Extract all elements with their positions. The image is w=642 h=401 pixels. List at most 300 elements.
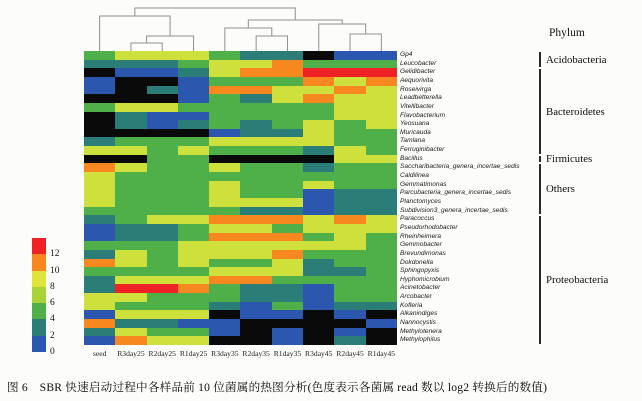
heatmap-cell (240, 146, 271, 155)
heatmap-cell (115, 198, 146, 207)
heatmap-cell (366, 86, 397, 95)
heatmap-cell (147, 112, 178, 121)
row-label: Caldilinea (400, 172, 429, 180)
row-label: Vitellibacter (400, 102, 434, 110)
heatmap-cell (178, 94, 209, 103)
heatmap-cell (115, 189, 146, 198)
heatmap-cell (366, 198, 397, 207)
heatmap-cell (272, 319, 303, 328)
heatmap-cell (209, 120, 240, 129)
heatmap-cell (147, 77, 178, 86)
heatmap-cell (178, 241, 209, 250)
row-label: Gemmatimonas (400, 180, 447, 188)
heatmap-cell (272, 137, 303, 146)
heatmap-cell (209, 310, 240, 319)
heatmap-cell (147, 68, 178, 77)
heatmap-cell (366, 103, 397, 112)
heatmap-cell (209, 224, 240, 233)
heatmap-cell (115, 112, 146, 121)
heatmap-cell (178, 310, 209, 319)
heatmap-cell (334, 233, 365, 242)
heatmap-cell (84, 129, 115, 138)
phylum-bracket (539, 69, 541, 153)
heatmap-cell (303, 172, 334, 181)
heatmap-cell (178, 328, 209, 337)
heatmap-cell (240, 328, 271, 337)
heatmap-cell (115, 129, 146, 138)
heatmap-cell (178, 207, 209, 216)
heatmap-cell (84, 181, 115, 190)
heatmap-cell (209, 241, 240, 250)
heatmap-cell (147, 198, 178, 207)
phylum-bracket (539, 156, 541, 163)
heatmap-cell (366, 310, 397, 319)
heatmap-cell (84, 215, 115, 224)
heatmap-cell (178, 172, 209, 181)
heatmap-cell (272, 267, 303, 276)
heatmap-cell (240, 276, 271, 285)
heatmap-cell (240, 215, 271, 224)
heatmap-cell (115, 310, 146, 319)
heatmap-cell (209, 137, 240, 146)
heatmap-cell (334, 94, 365, 103)
heatmap-cell (84, 233, 115, 242)
heatmap-cell (366, 336, 397, 345)
row-label: Acinetobacter (400, 284, 441, 292)
legend-tick-label: 8 (50, 281, 55, 292)
heatmap-cell (209, 328, 240, 337)
heatmap-cell (334, 310, 365, 319)
row-label: Arcobacter (400, 293, 432, 301)
heatmap-cell (115, 68, 146, 77)
heatmap-cell (240, 302, 271, 311)
heatmap-cell (84, 189, 115, 198)
heatmap-cell (366, 207, 397, 216)
heatmap-cell (115, 155, 146, 164)
heatmap-cell (178, 181, 209, 190)
heatmap-cell (334, 293, 365, 302)
heatmap-cell (84, 284, 115, 293)
heatmap-cell (178, 137, 209, 146)
heatmap-cell (272, 163, 303, 172)
heatmap-cell (147, 259, 178, 268)
heatmap-cell (240, 284, 271, 293)
heatmap-cell (209, 250, 240, 259)
heatmap-cell (303, 112, 334, 121)
heatmap-cell (178, 276, 209, 285)
heatmap-cell (272, 172, 303, 181)
heatmap-cell (272, 276, 303, 285)
heatmap-cell (115, 233, 146, 242)
heatmap-cell (366, 120, 397, 129)
heatmap-cell (303, 198, 334, 207)
heatmap-cell (147, 319, 178, 328)
heatmap-cell (303, 276, 334, 285)
heatmap-cell (240, 60, 271, 69)
heatmap-cell (115, 328, 146, 337)
heatmap-cell (334, 302, 365, 311)
heatmap-cell (366, 94, 397, 103)
heatmap-cell (115, 137, 146, 146)
row-label: Paracoccus (400, 215, 435, 223)
legend-tick-label: 6 (50, 298, 55, 309)
phylum-label: Bacteroidetes (546, 105, 605, 118)
heatmap-cell (272, 302, 303, 311)
heatmap-cell (303, 68, 334, 77)
heatmap-cell (115, 94, 146, 103)
heatmap-cell (303, 336, 334, 345)
phylum-label: Acidobacteria (546, 53, 607, 66)
heatmap-cell (303, 284, 334, 293)
heatmap-cell (147, 215, 178, 224)
heatmap-cell (240, 51, 271, 60)
heatmap-cell (272, 189, 303, 198)
heatmap-cell (115, 241, 146, 250)
heatmap-cell (115, 215, 146, 224)
heatmap-cell (84, 241, 115, 250)
heatmap-cell (84, 250, 115, 259)
legend-color-band (32, 254, 46, 270)
heatmap-cell (303, 207, 334, 216)
row-label: Muricauda (400, 128, 431, 136)
heatmap-cell (209, 77, 240, 86)
heatmap-cell (209, 163, 240, 172)
row-label: Rheinheimera (400, 232, 442, 240)
heatmap-cell (178, 120, 209, 129)
heatmap-cell (334, 336, 365, 345)
legend-tick-label: 2 (50, 330, 55, 341)
heatmap-cell (178, 250, 209, 259)
heatmap-cell (147, 103, 178, 112)
heatmap-cell (366, 163, 397, 172)
heatmap-cell (147, 181, 178, 190)
heatmap-cell (115, 207, 146, 216)
heatmap-cell (84, 267, 115, 276)
heatmap-cell (84, 155, 115, 164)
heatmap-cell (303, 60, 334, 69)
heatmap-cell (334, 120, 365, 129)
phylum-label: Others (546, 183, 575, 196)
heatmap-cell (240, 293, 271, 302)
heatmap-cell (366, 77, 397, 86)
heatmap-cell (366, 51, 397, 60)
heatmap-cell (334, 319, 365, 328)
heatmap-cell (303, 86, 334, 95)
heatmap-cell (178, 224, 209, 233)
heatmap-cell (209, 181, 240, 190)
heatmap-cell (334, 215, 365, 224)
heatmap-cell (209, 51, 240, 60)
heatmap-cell (178, 336, 209, 345)
row-label: Hyphomicrobium (400, 275, 450, 283)
heatmap-cell (147, 51, 178, 60)
heatmap-cell (366, 267, 397, 276)
legend-color-band (32, 336, 46, 352)
heatmap-cell (334, 267, 365, 276)
heatmap-cell (272, 146, 303, 155)
heatmap-cell (366, 224, 397, 233)
heatmap-cell (272, 336, 303, 345)
heatmap-cell (209, 60, 240, 69)
row-label: Gelidibacter (400, 68, 436, 76)
heatmap-cell (147, 137, 178, 146)
heatmap-cell (115, 293, 146, 302)
heatmap-cell (209, 336, 240, 345)
heatmap-cell (178, 302, 209, 311)
heatmap-cell (272, 233, 303, 242)
row-label: Saccharibacteria_genera_incertae_sedis (400, 163, 520, 171)
heatmap-cell (272, 181, 303, 190)
heatmap-cell (334, 172, 365, 181)
column-label: seed (92, 349, 107, 358)
heatmap-cell (115, 224, 146, 233)
heatmap-cell (334, 328, 365, 337)
heatmap-cell (178, 77, 209, 86)
heatmap-cell (334, 155, 365, 164)
heatmap-cell (303, 250, 334, 259)
heatmap-cell (366, 172, 397, 181)
heatmap-cell (303, 259, 334, 268)
heatmap-cell (366, 284, 397, 293)
heatmap-cell (147, 302, 178, 311)
column-label: R2day35 (242, 349, 270, 358)
heatmap-cell (178, 189, 209, 198)
legend-color-band (32, 238, 46, 254)
heatmap-cell (366, 293, 397, 302)
phylum-bracket (539, 164, 541, 214)
row-label: Brevundimonas (400, 249, 446, 257)
phylum-bracket (539, 216, 541, 344)
heatmap-cell (115, 77, 146, 86)
heatmap-cell (334, 241, 365, 250)
row-label: Alkanindiges (400, 310, 438, 318)
legend-color-band (32, 287, 46, 303)
heatmap-cell (303, 241, 334, 250)
heatmap-cell (84, 77, 115, 86)
heatmap-cell (334, 224, 365, 233)
heatmap-cell (334, 250, 365, 259)
row-label: Methylotenera (400, 327, 442, 335)
heatmap-cell (147, 233, 178, 242)
heatmap-cell (334, 276, 365, 285)
heatmap-cell (334, 189, 365, 198)
heatmap-cell (334, 259, 365, 268)
heatmap-cell (147, 276, 178, 285)
heatmap-cell (272, 224, 303, 233)
heatmap-cell (209, 94, 240, 103)
heatmap-cell (84, 103, 115, 112)
heatmap-cell (303, 77, 334, 86)
heatmap-cell (115, 146, 146, 155)
heatmap-cell (334, 77, 365, 86)
heatmap-cell (240, 267, 271, 276)
heatmap-cell (303, 224, 334, 233)
row-label: Sphingopyxis (400, 267, 440, 275)
heatmap-cell (147, 250, 178, 259)
heatmap-cell (178, 86, 209, 95)
phylum-label: Firmicutes (546, 153, 593, 166)
heatmap-cell (272, 328, 303, 337)
heatmap-cell (84, 198, 115, 207)
heatmap-cell (178, 155, 209, 164)
heatmap-cell (178, 51, 209, 60)
heatmap-cell (209, 112, 240, 121)
heatmap-cell (178, 198, 209, 207)
heatmap-cell (147, 224, 178, 233)
heatmap-cell (178, 319, 209, 328)
heatmap-cell (303, 103, 334, 112)
legend-color-band (32, 319, 46, 335)
heatmap-cell (209, 293, 240, 302)
heatmap-cell (115, 276, 146, 285)
heatmap-cell (366, 68, 397, 77)
heatmap-cell (240, 259, 271, 268)
heatmap-cell (84, 60, 115, 69)
heatmap-cell (303, 51, 334, 60)
heatmap-cell (366, 276, 397, 285)
heatmap-cell (272, 250, 303, 259)
heatmap-cell (334, 103, 365, 112)
heatmap-cell (115, 172, 146, 181)
heatmap-cell (303, 302, 334, 311)
heatmap-cell (209, 284, 240, 293)
heatmap-cell (240, 77, 271, 86)
heatmap-cell (115, 103, 146, 112)
heatmap-cell (240, 172, 271, 181)
heatmap-cell (272, 293, 303, 302)
heatmap-cell (84, 137, 115, 146)
heatmap-cell (84, 68, 115, 77)
heatmap-cell (303, 94, 334, 103)
heatmap-cell (115, 259, 146, 268)
figure-caption: 图 6 SBR 快速启动过程中各样品前 10 位菌属的热图分析(色度表示各菌属 read 数以 log2 转换后的数值) (7, 381, 548, 394)
heatmap-cell (272, 68, 303, 77)
heatmap-cell (209, 302, 240, 311)
row-label: Parcubacteria_genera_incertae_sedis (400, 189, 512, 197)
heatmap-cell (366, 250, 397, 259)
heatmap-cell (147, 163, 178, 172)
heatmap-cell (272, 215, 303, 224)
heatmap-cell (366, 155, 397, 164)
heatmap-cell (147, 60, 178, 69)
heatmap-cell (209, 233, 240, 242)
heatmap-cell (303, 319, 334, 328)
heatmap-cell (334, 163, 365, 172)
heatmap-cell (334, 51, 365, 60)
heatmap-cell (272, 112, 303, 121)
heatmap-cell (84, 94, 115, 103)
heatmap-cell (334, 68, 365, 77)
heatmap-cell (178, 267, 209, 276)
phylum-header: Phylum (549, 27, 585, 39)
heatmap-cell (366, 241, 397, 250)
heatmap-cell (115, 86, 146, 95)
heatmap-cell (209, 103, 240, 112)
heatmap-cell (209, 259, 240, 268)
column-label: R1day35 (273, 349, 302, 358)
row-label: Tamlana (400, 137, 426, 145)
heatmap-cell (178, 215, 209, 224)
heatmap-cell (272, 310, 303, 319)
row-label: Gp4 (400, 51, 413, 58)
heatmap-cell (178, 68, 209, 77)
row-label: Leucobacter (400, 59, 437, 67)
heatmap-cell (84, 224, 115, 233)
heatmap-cell (303, 146, 334, 155)
column-label: R2day45 (336, 349, 364, 358)
heatmap-cell (209, 276, 240, 285)
heatmap-cell (115, 336, 146, 345)
column-label: R2day25 (148, 349, 176, 358)
heatmap-cell (272, 241, 303, 250)
column-label: R3day45 (305, 349, 333, 358)
heatmap-cell (272, 155, 303, 164)
heatmap-cell (209, 155, 240, 164)
heatmap-cell (209, 267, 240, 276)
heatmap-cell (366, 112, 397, 121)
heatmap-cell (84, 51, 115, 60)
row-label: Aequorivita (400, 76, 433, 84)
heatmap-cell (209, 172, 240, 181)
heatmap-cell (147, 267, 178, 276)
heatmap-cell (240, 336, 271, 345)
heatmap-cell (209, 86, 240, 95)
heatmap-cell (147, 189, 178, 198)
heatmap-cell (115, 120, 146, 129)
heatmap-cell (334, 137, 365, 146)
heatmap-cell (303, 328, 334, 337)
heatmap-cell (84, 319, 115, 328)
heatmap-cell (147, 310, 178, 319)
heatmap-cell (178, 259, 209, 268)
legend-tick-label: 12 (50, 249, 60, 260)
legend-colorbar (32, 238, 46, 352)
heatmap-cell (209, 198, 240, 207)
heatmap-cell (84, 120, 115, 129)
heatmap-cell (147, 129, 178, 138)
heatmap-cell (240, 198, 271, 207)
heatmap-cell (366, 60, 397, 69)
heatmap-cell (209, 319, 240, 328)
heatmap-cell (115, 163, 146, 172)
heatmap-cell (240, 181, 271, 190)
heatmap-cell (209, 215, 240, 224)
heatmap-cell (147, 328, 178, 337)
heatmap-cell (147, 241, 178, 250)
heatmap-cell (366, 189, 397, 198)
heatmap-cell (272, 259, 303, 268)
heatmap-cell (334, 181, 365, 190)
heatmap-cell (303, 293, 334, 302)
heatmap-grid (84, 51, 397, 345)
row-label: Leadbetterella (400, 94, 442, 102)
heatmap-cell (115, 250, 146, 259)
heatmap-cell (147, 172, 178, 181)
heatmap-cell (84, 259, 115, 268)
heatmap-cell (147, 207, 178, 216)
legend-tick-label: 4 (50, 314, 55, 325)
heatmap-cell (147, 146, 178, 155)
row-label: Flavobacterium (400, 111, 446, 119)
heatmap-cell (84, 293, 115, 302)
row-label: Ferruginibacter (400, 146, 445, 154)
heatmap-cell (334, 60, 365, 69)
heatmap-cell (147, 86, 178, 95)
heatmap-cell (240, 319, 271, 328)
row-label: Planctomyces (400, 198, 442, 205)
heatmap-cell (209, 189, 240, 198)
column-label: R1day45 (367, 349, 396, 358)
